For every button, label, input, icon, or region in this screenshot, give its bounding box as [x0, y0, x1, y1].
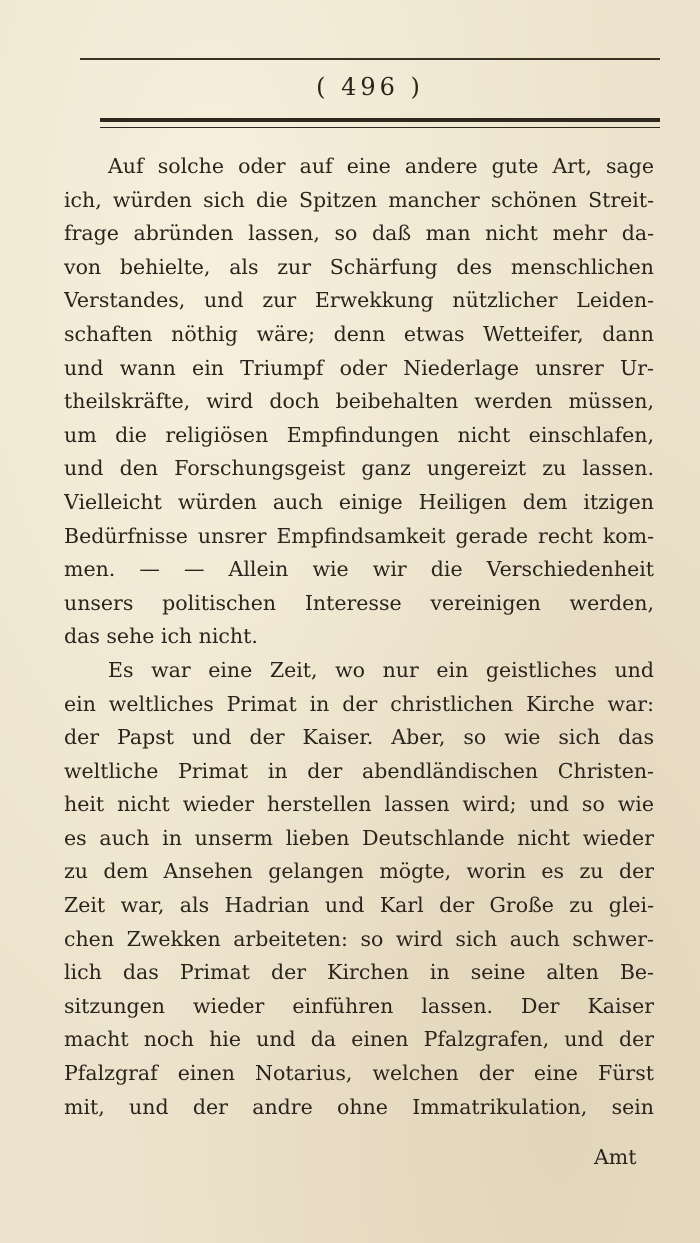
text-line: weltliche Primat in der abendländischen Christen-	[64, 758, 654, 783]
text-line: frage abründen lassen, so daß man nicht mehr da-	[64, 221, 654, 246]
text-line: Zeit war, als Hadrian und Karl der Große zu glei-	[64, 893, 654, 918]
text-line: Auf solche oder auf eine andere gute Art, sage	[108, 154, 654, 178]
text-line: und den Forschungsgeist ganz ungereizt zu lassen.	[64, 456, 654, 481]
body-text	[64, 150, 654, 1124]
text-line: es auch in unserm lieben Deutschlande nicht wieder	[64, 825, 654, 850]
text-line: der Papst und der Kaiser. Aber, so wie sich das	[64, 725, 654, 750]
text-line: macht noch hie und da einen Pfalzgrafen, und der	[64, 1027, 654, 1052]
text-line: um die religiösen Empfindungen nicht einschlafen,	[64, 422, 654, 447]
text-line: Bedürfnisse unsrer Empfindsamkeit gerade recht kom-	[64, 523, 654, 548]
text-line: lich das Primat der Kirchen in seine alten Be-	[64, 960, 654, 985]
text-line: zu dem Ansehen gelangen mögte, worin es zu der	[64, 859, 654, 884]
text-line: chen Zwekken arbeiteten: so wird sich auch schwer-	[64, 926, 654, 951]
text-line: men. — — Allein wie wir die Verschiedenheit	[64, 557, 654, 582]
text-line: mit, und der andre ohne Immatrikulation, sein	[64, 1094, 654, 1119]
text-line: Es war eine Zeit, wo nur ein geistliches und	[108, 657, 654, 682]
text-line: und wann ein Triumpf oder Niederlage unsrer Ur-	[64, 355, 654, 380]
catchword: Amt	[594, 1145, 637, 1169]
text-line: heit nicht wieder herstellen lassen wird; und so wie	[64, 792, 654, 817]
text-line: unsers politischen Interesse vereinigen werden,	[64, 590, 654, 615]
text-line: Verstandes, und zur Erwekkung nützlicher Leiden-	[64, 288, 654, 313]
text-line: ich, würden sich die Spitzen mancher schönen Streit-	[64, 187, 654, 212]
text-line: theilskräfte, wird doch beibehalten werden müssen,	[64, 389, 654, 414]
paragraph	[64, 150, 654, 654]
text-line: sitzungen wieder einführen lassen. Der Kaiser	[64, 993, 654, 1018]
page-number: ( 496 )	[316, 73, 424, 101]
text-line: schaften nöthig wäre; denn etwas Wetteifer, dann	[64, 321, 654, 346]
header-rule-top	[80, 58, 660, 60]
text-line: das sehe ich nicht.	[64, 624, 258, 649]
text-line: Pfalzgraf einen Notarius, welchen der eine Fürst	[64, 1061, 654, 1086]
paragraph	[64, 654, 654, 1124]
text-line: Vielleicht würden auch einige Heiligen dem itzigen	[64, 489, 654, 514]
text-line: von behielte, als zur Schärfung des menschlichen	[64, 254, 654, 279]
header-rule-bottom	[100, 118, 660, 128]
text-line: ein weltliches Primat in der christlichen Kirche war:	[64, 691, 654, 716]
